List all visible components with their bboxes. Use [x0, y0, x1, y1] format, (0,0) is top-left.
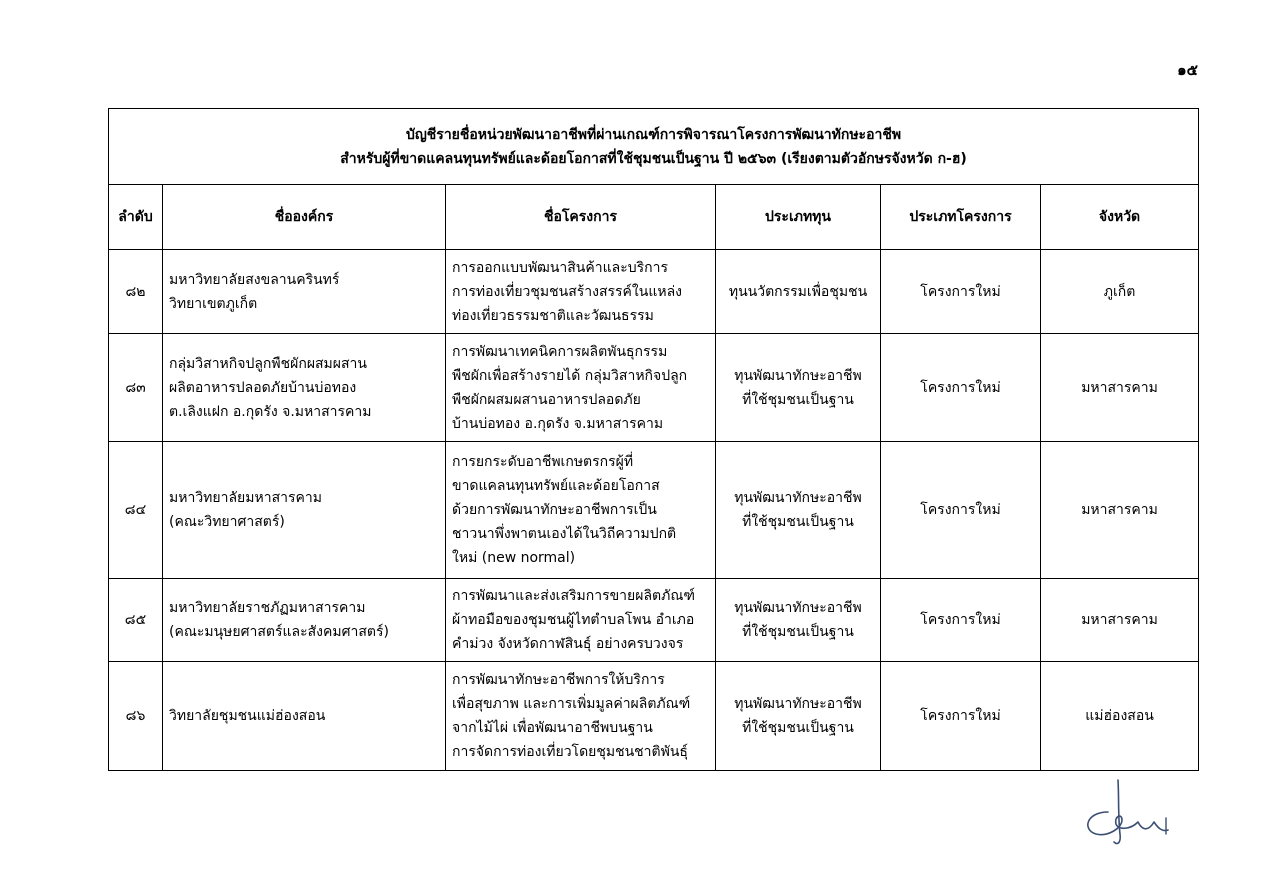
cell-no: ๘๕: [109, 579, 163, 662]
cell-project-type: โครงการใหม่: [881, 662, 1041, 771]
page-number: ๑๕: [1177, 61, 1198, 79]
project-line: จากไม้ไผ่ เพื่อพัฒนาอาชีพบนฐาน: [452, 720, 653, 736]
project-line: บ้านบ่อทอง อ.กุดรัง จ.มหาสารคาม: [452, 415, 664, 432]
title-line-2: สำหรับผู้ที่ขาดแคลนทุนทรัพย์และด้อยโอกาสที่ใช้ชุมชนเป็นฐาน ปี ๒๕๖๓ (เรียงตามตัวอักษรจังหวัด ก-ฮ): [340, 150, 967, 167]
org-line: วิทยาลัยชุมชนแม่ฮ่องสอน: [169, 708, 326, 724]
fund-type-line: ทุนพัฒนาทักษะอาชีพ: [734, 367, 862, 384]
cell-province: ภูเก็ต: [1041, 250, 1199, 334]
header-row: [109, 185, 1199, 250]
cell-fund-type: [716, 662, 881, 771]
fund-type-line: ที่ใช้ชุมชนเป็นฐาน: [742, 720, 854, 736]
cell-province: มหาสารคาม: [1041, 334, 1199, 442]
cell-fund-type: [716, 579, 881, 662]
org-line: ต.เลิงแฝก อ.กุดรัง จ.มหาสารคาม: [169, 403, 372, 420]
cell-no: ๘๔: [109, 442, 163, 579]
org-line: (คณะมนุษยศาสตร์และสังคมศาสตร์): [169, 624, 389, 640]
project-line: คำม่วง จังหวัดกาฬสินธุ์ อย่างครบวงจร: [452, 636, 684, 652]
cell-project: [446, 662, 716, 771]
header-fund-type: ประเภททุน: [716, 185, 881, 250]
project-line: การออกแบบพัฒนาสินค้าและบริการ: [452, 259, 668, 276]
project-line: ด้วยการพัฒนาทักษะอาชีพการเป็น: [452, 502, 657, 518]
cell-project: [446, 579, 716, 662]
fund-type-line: ที่ใช้ชุมชนเป็นฐาน: [742, 624, 854, 640]
table-row: [109, 662, 1199, 771]
project-list-table: [108, 108, 1199, 771]
org-line: ผลิตอาหารปลอดภัยบ้านบ่อทอง: [169, 379, 357, 396]
cell-organization: [163, 334, 446, 442]
project-line: พืชผักผสมผสานอาหารปลอดภัย: [452, 391, 641, 408]
header-organization: ชื่อองค์กร: [163, 185, 446, 250]
cell-project-type: โครงการใหม่: [881, 250, 1041, 334]
fund-type-line: ที่ใช้ชุมชนเป็นฐาน: [742, 391, 854, 408]
project-line: การจัดการท่องเที่ยวโดยชุมชนชาติพันธุ์: [452, 744, 688, 760]
fund-type-line: ทุนพัฒนาทักษะอาชีพ: [734, 490, 862, 506]
project-line: ผ้าทอมือของชุมชนผู้ไทตำบลโพน อำเภอ: [452, 612, 695, 628]
fund-type-line: ทุนพัฒนาทักษะอาชีพ: [734, 600, 862, 616]
table-title: [109, 109, 1199, 185]
project-line: ใหม่ (new normal): [452, 550, 576, 566]
project-line: การท่องเที่ยวชุมชนสร้างสรรค์ในแหล่ง: [452, 283, 682, 300]
table-row: [109, 334, 1199, 442]
project-line: ขาดแคลนทุนทรัพย์และด้อยโอกาส: [452, 478, 660, 494]
project-line: ท่องเที่ยวธรรมชาติและวัฒนธรรม: [452, 307, 654, 324]
cell-project: [446, 442, 716, 579]
cell-project: [446, 334, 716, 442]
cell-project-type: โครงการใหม่: [881, 442, 1041, 579]
cell-fund-type: [716, 334, 881, 442]
cell-organization: [163, 250, 446, 334]
org-line: (คณะวิทยาศาสตร์): [169, 514, 285, 530]
cell-project-type: โครงการใหม่: [881, 334, 1041, 442]
cell-fund-type: [716, 442, 881, 579]
org-line: มหาวิทยาลัยราชภัฏมหาสารคาม: [169, 600, 366, 616]
project-line: พืชผักเพื่อสร้างรายได้ กลุ่มวิสาหกิจปลูก: [452, 367, 688, 384]
cell-province: มหาสารคาม: [1041, 579, 1199, 662]
cell-no: ๘๒: [109, 250, 163, 334]
cell-project: [446, 250, 716, 334]
fund-type-line: ทุนนวัตกรรมเพื่อชุมชน: [728, 283, 868, 300]
cell-no: ๘๓: [109, 334, 163, 442]
cell-organization: [163, 579, 446, 662]
title-line-1: บัญชีรายชื่อหน่วยพัฒนาอาชีพที่ผ่านเกณฑ์การพิจารณาโครงการพัฒนาทักษะอาชีพ: [405, 126, 902, 143]
table-row: [109, 250, 1199, 334]
project-line: การพัฒนาและส่งเสริมการขายผลิตภัณฑ์: [452, 588, 695, 604]
table-row: [109, 442, 1199, 579]
project-line: ชาวนาพึ่งพาตนเองได้ในวิถีความปกติ: [452, 526, 677, 542]
table-row: [109, 579, 1199, 662]
org-line: กลุ่มวิสาหกิจปลูกพืชผักผสมผสาน: [169, 355, 367, 372]
header-province: จังหวัด: [1041, 185, 1199, 250]
cell-project-type: โครงการใหม่: [881, 579, 1041, 662]
cell-organization: [163, 662, 446, 771]
project-line: การยกระดับอาชีพเกษตรกรผู้ที่: [452, 454, 634, 470]
header-project: ชื่อโครงการ: [446, 185, 716, 250]
project-line: การพัฒนาเทคนิคการผลิตพันธุกรรม: [452, 343, 668, 360]
cell-province: แม่ฮ่องสอน: [1041, 662, 1199, 771]
fund-type-line: ที่ใช้ชุมชนเป็นฐาน: [742, 514, 854, 530]
project-line: การพัฒนาทักษะอาชีพการให้บริการ: [452, 672, 665, 688]
org-line: มหาวิทยาลัยสงขลานครินทร์: [169, 271, 340, 288]
org-line: วิทยาเขตภูเก็ต: [169, 295, 258, 312]
cell-no: ๘๖: [109, 662, 163, 771]
cell-province: มหาสารคาม: [1041, 442, 1199, 579]
cell-organization: [163, 442, 446, 579]
header-project-type: ประเภทโครงการ: [881, 185, 1041, 250]
fund-type-line: ทุนพัฒนาทักษะอาชีพ: [734, 696, 862, 712]
cell-fund-type: [716, 250, 881, 334]
header-no: ลำดับ: [109, 185, 163, 250]
project-line: เพื่อสุขภาพ และการเพิ่มมูลค่าผลิตภัณฑ์: [452, 696, 691, 712]
org-line: มหาวิทยาลัยมหาสารคาม: [169, 490, 322, 506]
signature-image: [1078, 772, 1178, 852]
